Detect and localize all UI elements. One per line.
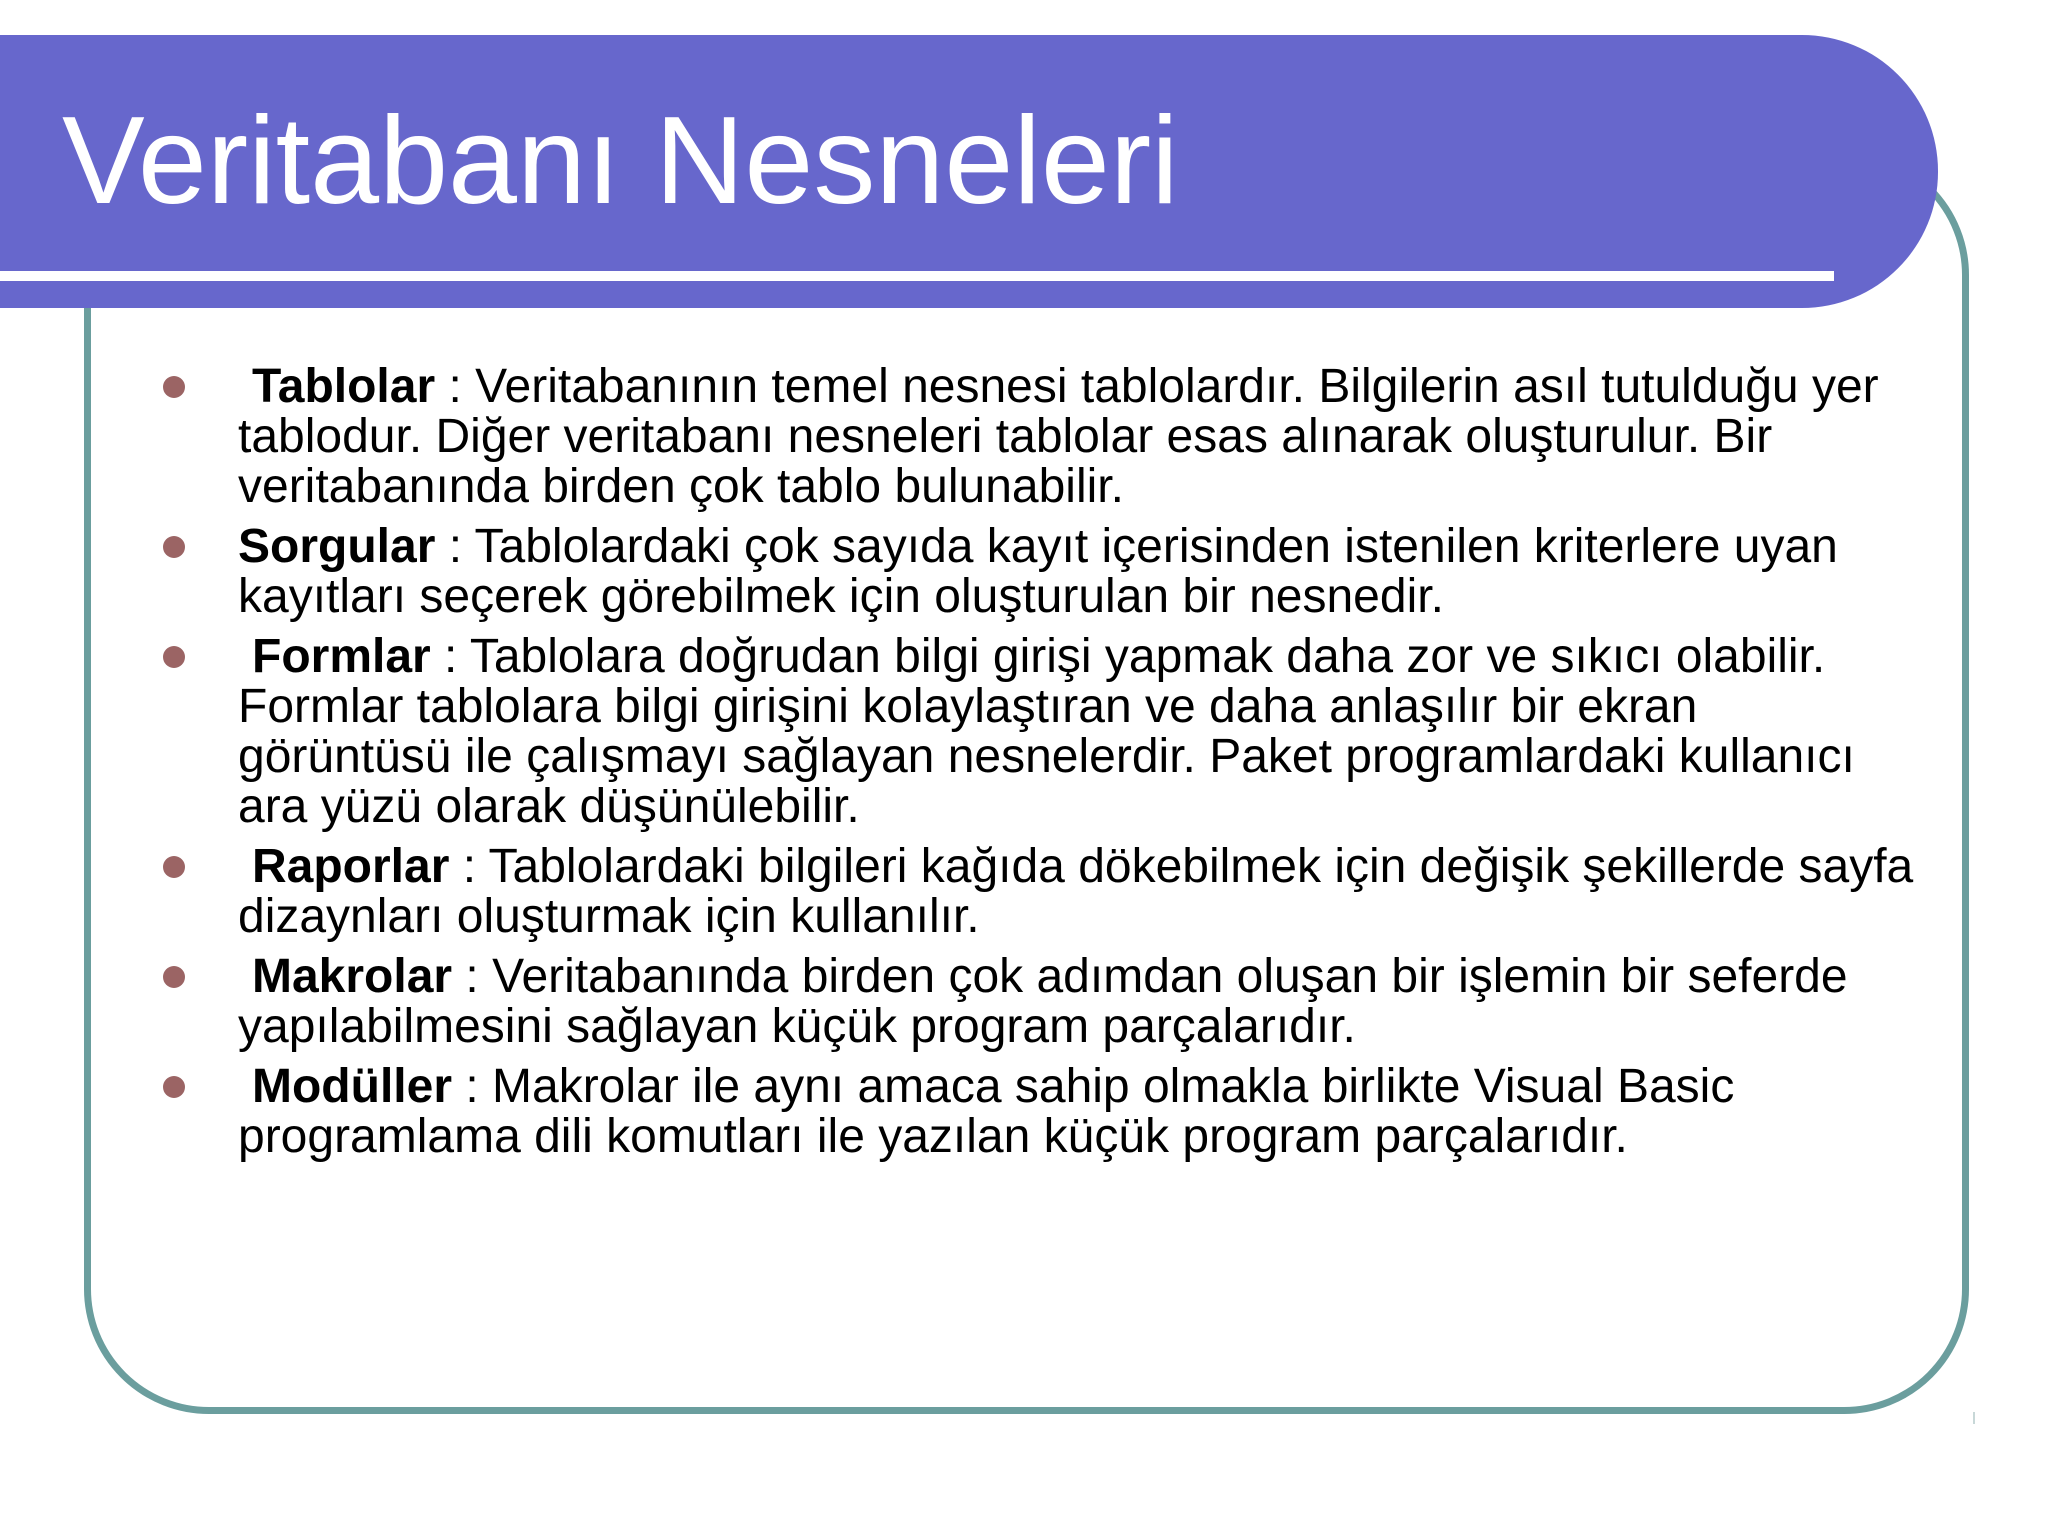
bullet-item-formlar [160, 632, 1920, 832]
bullet-term: Makrolar [252, 950, 453, 1003]
slide-title: Veritabanı Nesneleri [62, 92, 1179, 230]
title-underline [0, 271, 1834, 281]
bullet-item-moduller [160, 1062, 1920, 1162]
bullet-term: Tablolar [252, 360, 436, 413]
bullet-dot-icon [163, 376, 185, 398]
bullet-term: Modüller [252, 1060, 452, 1113]
bullet-text: : Veritabanının temel nesnesi tablolardır. Bilgilerin asıl tutulduğu yer tablodur. Diğer veritabanı nesneleri tablolar esas alınarak oluşturulur. Bir veritabanında birden çok tablo bulunabilir. [238, 360, 1879, 513]
bullet-dot-icon [163, 646, 185, 668]
bullet-item-makrolar [160, 952, 1920, 1052]
bullet-text: : Veritabanında birden çok adımdan oluşan bir işlemin bir seferde yapılabilmesini sağlayan küçük program parçalarıdır. [238, 950, 1848, 1053]
bullet-dot-icon [163, 966, 185, 988]
bullet-item-raporlar [160, 842, 1920, 942]
bullet-dot-icon [163, 1076, 185, 1098]
bullet-text: : Makrolar ile aynı amaca sahip olmakla birlikte Visual Basic programlama dili komutları ile yazılan küçük program parçalarıdır. [238, 1060, 1735, 1163]
bullet-text: : Tablolardaki bilgileri kağıda dökebilmek için değişik şekillerde sayfa dizaynları oluşturmak için kullanılır. [238, 840, 1914, 943]
bullet-term: Raporlar [252, 840, 450, 893]
bullet-item-tablolar [160, 362, 1920, 512]
corner-mark [1973, 1412, 1975, 1424]
bullet-dot-icon [163, 856, 185, 878]
bullet-item-sorgular [160, 522, 1920, 622]
bullet-dot-icon [163, 536, 185, 558]
bullet-term: Formlar [252, 630, 431, 683]
bullet-text: : Tablolara doğrudan bilgi girişi yapmak daha zor ve sıkıcı olabilir. Formlar tablolara bilgi girişini kolaylaştıran ve daha anlaşılır bir ekran görüntüsü ile çalışmayı sağlayan nesnelerdir. Paket programlardaki kullanıcı ara yüzü olarak düşünülebilir. [238, 630, 1855, 833]
bullet-list [160, 362, 1920, 1172]
bullet-term: Sorgular [238, 520, 436, 573]
bullet-text: : Tablolardaki çok sayıda kayıt içerisinden istenilen kriterlere uyan kayıtları seçerek görebilmek için oluşturulan bir nesnedir. [238, 520, 1838, 623]
